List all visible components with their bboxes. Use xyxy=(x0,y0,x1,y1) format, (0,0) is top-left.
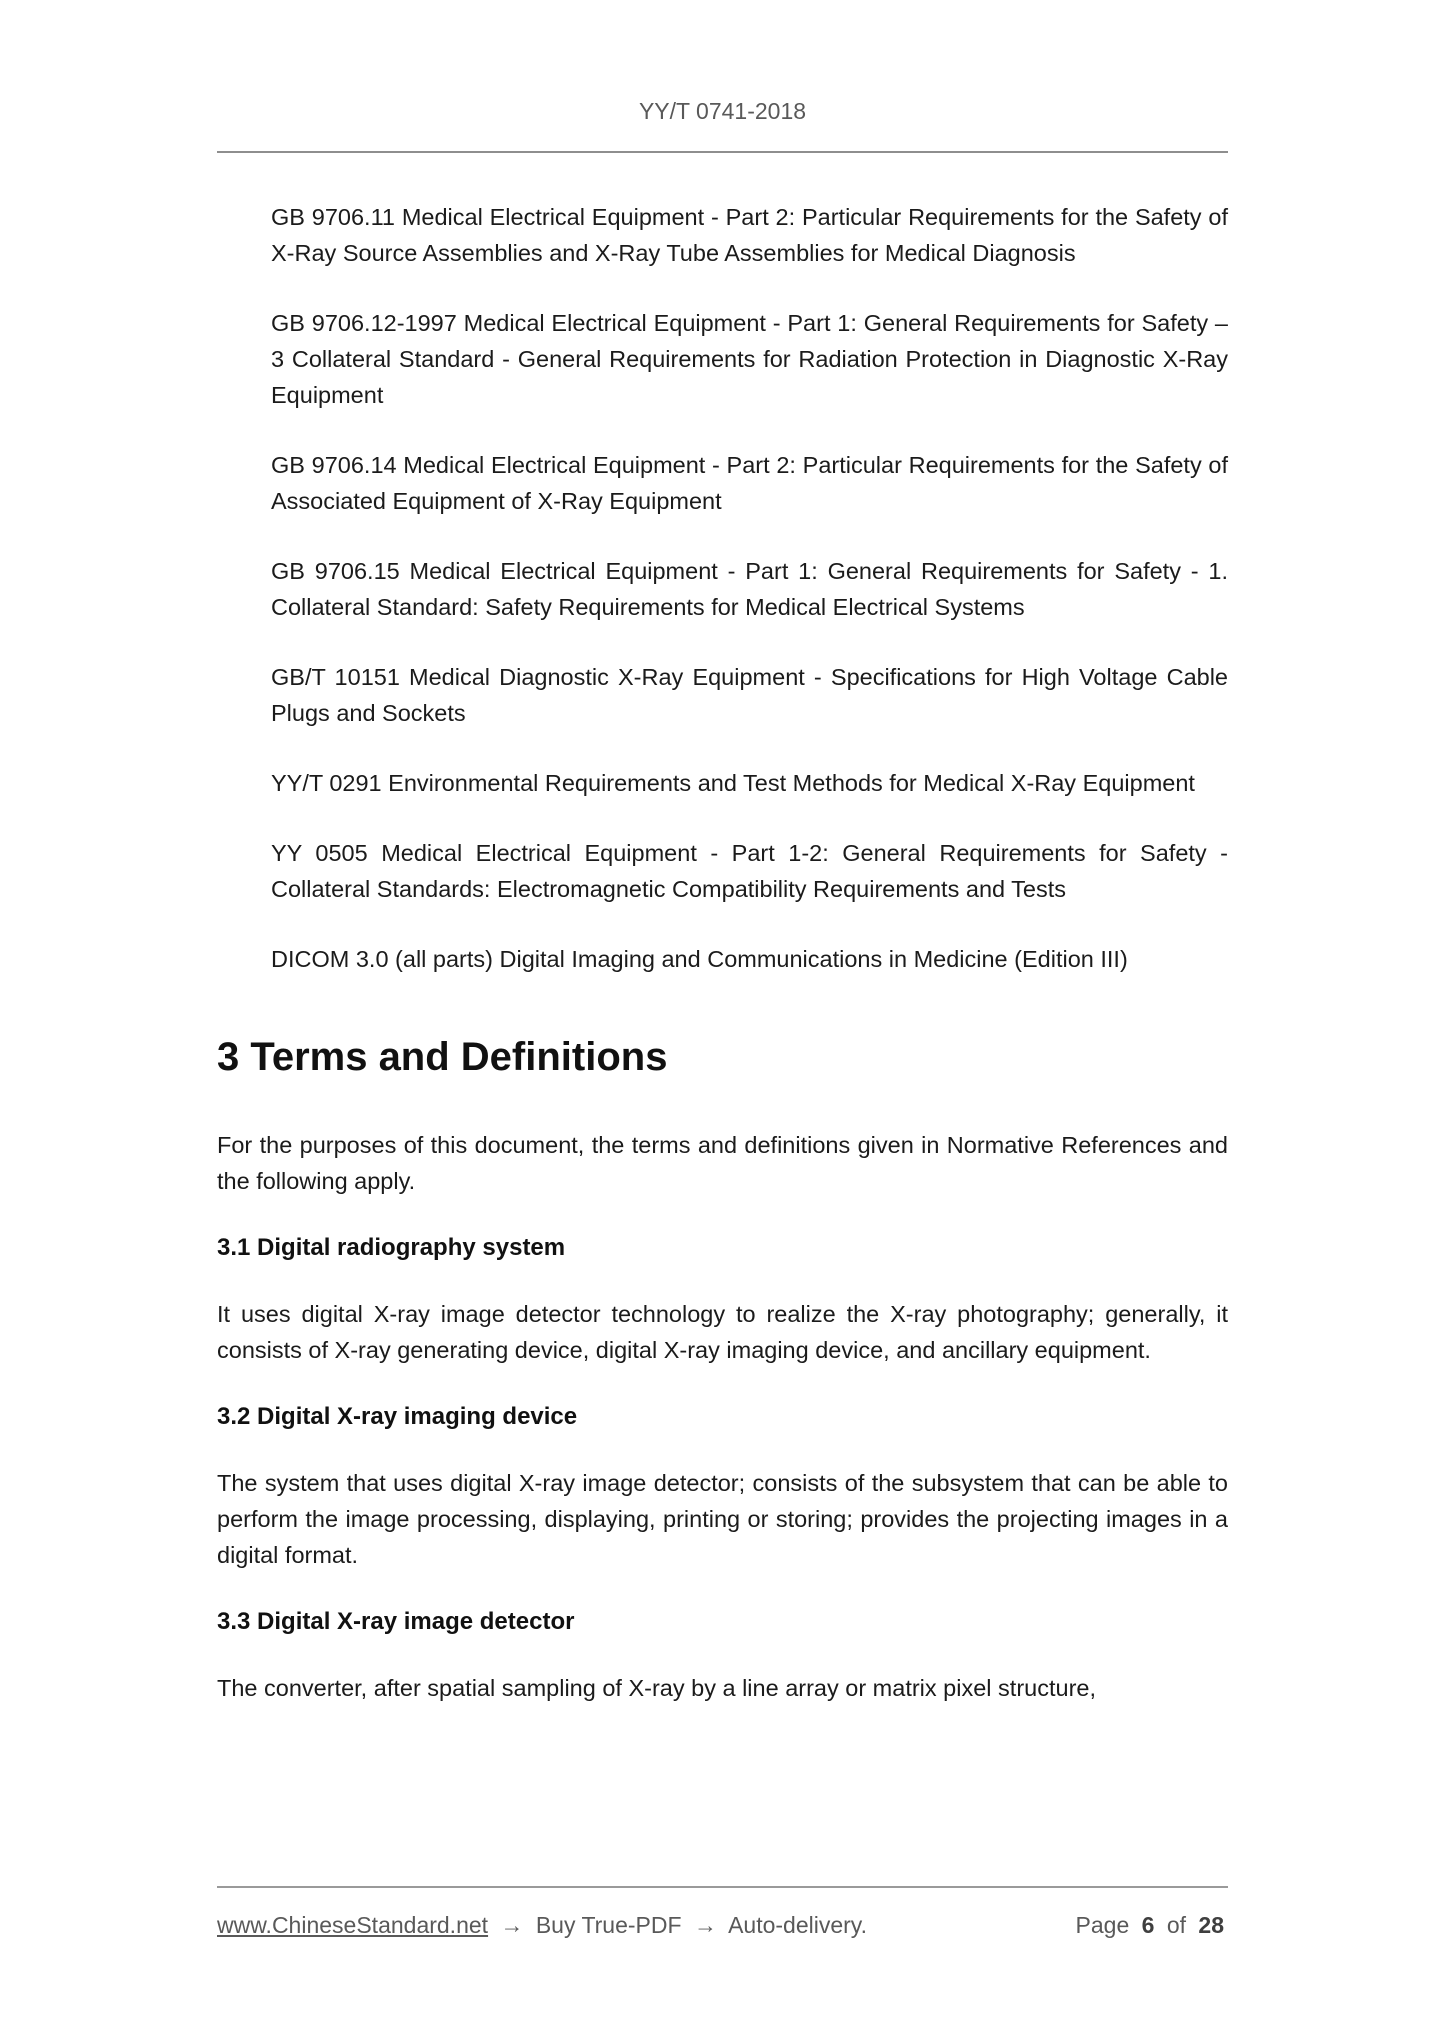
reference-item: GB 9706.11 Medical Electrical Equipment - Part 2: Particular Requirements for the Safety of X-Ray Source Assemblies and X-Ray Tube Assemblies for Medical Diagnosis xyxy=(271,204,1228,266)
page-indicator xyxy=(1074,1912,1228,1939)
term-definition-3-1: It uses digital X-ray image detector technology to realize the X-ray photography; generally, it consists of X-ray generating device, digital X-ray imaging device, and ancillary equipment. xyxy=(217,1301,1228,1363)
term-heading-3-1: 3.1 Digital radiography system xyxy=(217,1234,566,1261)
page-content xyxy=(217,0,1228,1706)
reference-item: GB/T 10151 Medical Diagnostic X-Ray Equipment - Specifications for High Voltage Cable Plugs and Sockets xyxy=(271,664,1228,726)
reference-item: YY 0505 Medical Electrical Equipment - Part 1-2: General Requirements for Safety - Collateral Standards: Electromagnetic Compatibility Requirements and Tests xyxy=(271,840,1228,902)
page-header-doc-number: YY/T 0741-2018 xyxy=(638,98,807,124)
term-heading-3-2: 3.2 Digital X-ray imaging device xyxy=(217,1403,578,1430)
section-intro: For the purposes of this document, the terms and definitions given in Normative References and the following apply. xyxy=(217,1132,1228,1194)
footer-action-delivery: Auto-delivery. xyxy=(728,1912,867,1938)
arrow-icon: → xyxy=(500,1912,524,1938)
reference-item: YY/T 0291 Environmental Requirements and Test Methods for Medical X-Ray Equipment xyxy=(271,770,1195,796)
footer-row xyxy=(217,1912,1228,1939)
reference-item: GB 9706.14 Medical Electrical Equipment - Part 2: Particular Requirements for the Safety of Associated Equipment of X-Ray Equipment xyxy=(271,452,1228,514)
section-title: 3 Terms and Definitions xyxy=(217,1035,668,1079)
page-current: 6 xyxy=(1141,1912,1155,1938)
term-definition-3-3: The converter, after spatial sampling of X-ray by a line array or matrix pixel structure, xyxy=(217,1675,1096,1701)
reference-item: GB 9706.15 Medical Electrical Equipment - Part 1: General Requirements for Safety - 1. Collateral Standard: Safety Requirements for Medical Electrical Systems xyxy=(271,558,1228,620)
term-definition-3-2: The system that uses digital X-ray image detector; consists of the subsystem that can be able to perform the image processing, displaying, printing or storing; provides the projecting images in a digital format. xyxy=(217,1470,1228,1568)
term-heading-3-3: 3.3 Digital X-ray image detector xyxy=(217,1608,575,1635)
arrow-icon: → xyxy=(693,1912,717,1938)
reference-item: DICOM 3.0 (all parts) Digital Imaging and Communications in Medicine (Edition III) xyxy=(271,946,1128,972)
header-rule xyxy=(217,151,1228,153)
footer-left xyxy=(217,1912,867,1939)
footer-link[interactable]: www.ChineseStandard.net xyxy=(217,1912,489,1938)
footer-rule xyxy=(217,1886,1228,1888)
footer-action-buy: Buy True-PDF xyxy=(535,1912,682,1938)
page-label: Page xyxy=(1075,1912,1130,1938)
reference-item: GB 9706.12-1997 Medical Electrical Equipment - Part 1: General Requirements for Safety – 3 Collateral Standard - General Requirements for Radiation Protection in Diagnostic X-Ray Equipment xyxy=(271,310,1228,408)
page-total: 28 xyxy=(1198,1912,1224,1938)
of-label: of xyxy=(1166,1912,1187,1938)
page-footer xyxy=(217,1886,1228,1939)
